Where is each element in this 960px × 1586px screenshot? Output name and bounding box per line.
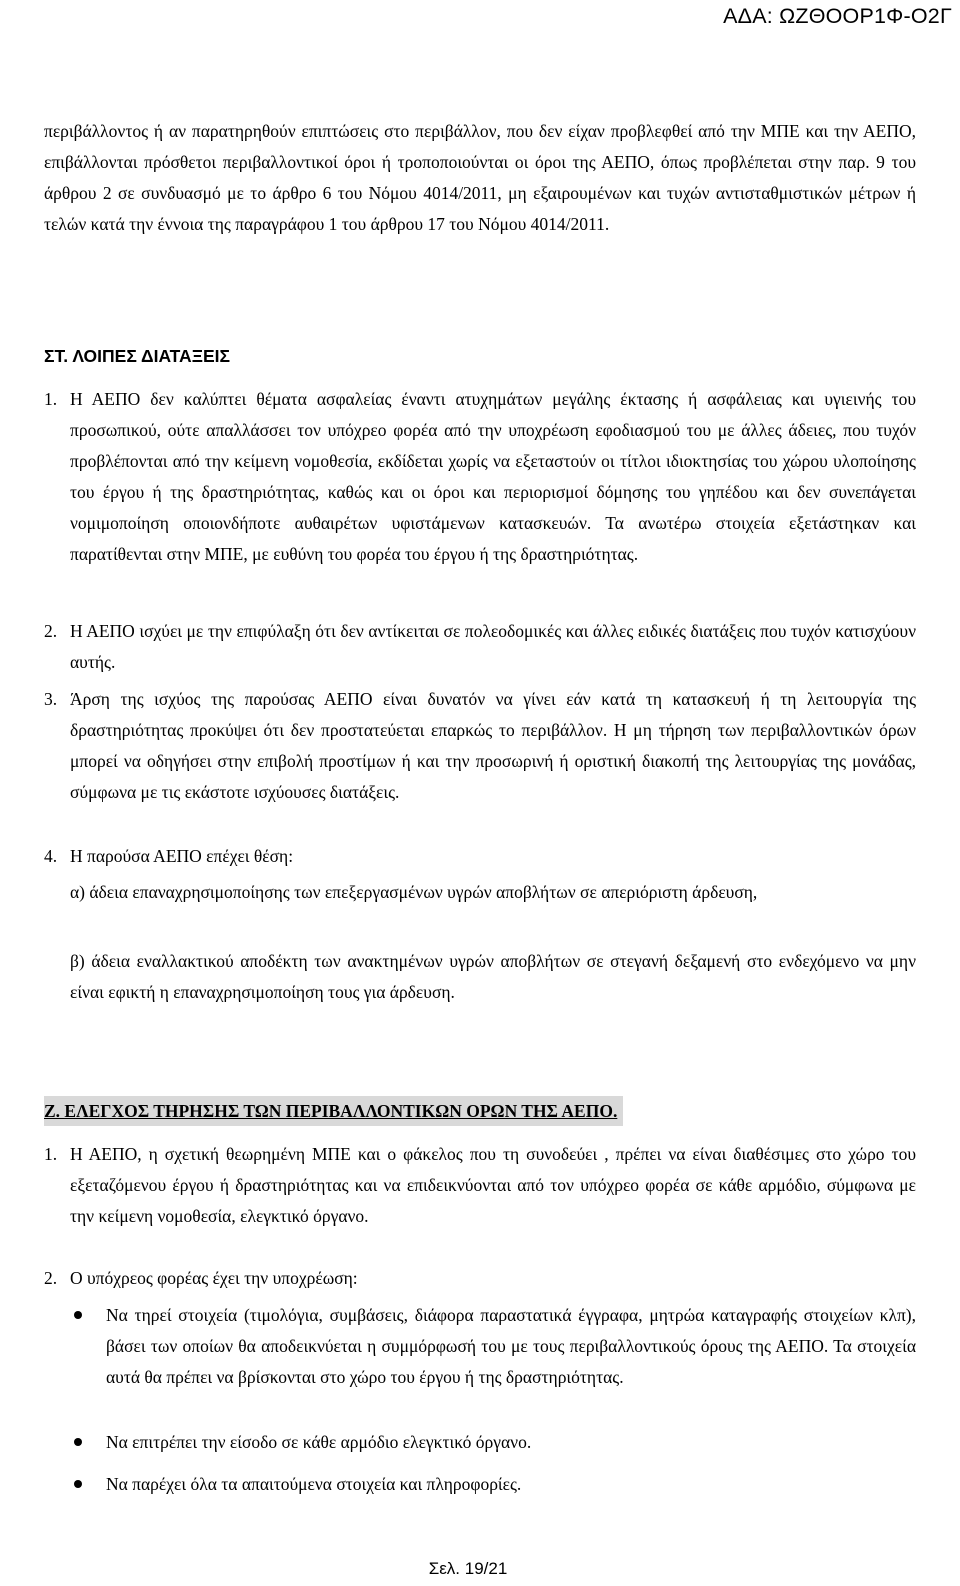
item-number: 2. [44, 1268, 58, 1288]
page-number-text: Σελ. 19/21 [428, 1559, 508, 1578]
item-number: 2. [44, 621, 58, 641]
section-st-heading: ΣΤ. ΛΟΙΠΕΣ ΔΙΑΤΑΞΕΙΣ [44, 346, 230, 366]
section-z-heading: Ζ. ΕΛΕΓΧΟΣ ΤΗΡΗΣΗΣ ΤΩΝ ΠΕΡΙΒΑΛΛΟΝΤΙΚΩΝ ΟΡΩΝ ΤΗΣ ΑΕΠΟ. [44, 1096, 623, 1126]
section-z-item-1 [44, 1139, 916, 1232]
item-number: 3. [44, 689, 58, 709]
item-text: Ο υπόχρεος φορέας έχει την υποχρέωση: [70, 1268, 358, 1288]
sub-item-text: α) άδεια επαναχρησιμοποίησης των επεξεργασμένων υγρών αποβλήτων σε απεριόριστη άρδευση, [70, 882, 758, 902]
bullet-item [44, 1469, 916, 1500]
item-text: Η ΑΕΠΟ δεν καλύπτει θέματα ασφαλείας έναντι ατυχημάτων μεγάλης έκτασης ή ασφάλειας και υγιεινής του προσωπικού, ούτε απαλλάσσει τον υπόχρεο φορέα από την υποχρέωση εφοδιασμού του με άλλες άδειες, που τυχόν προβλέπονται από την κείμενη νομοθεσία, εκδίδεται χωρίς να εξεταστούν οι τίτλοι ιδιοκτησίας του χώρου υλοποίησης του έργου ή της δραστηριότητας, καθώς και οι όροι και περιορισμοί δόμησης του γηπέδου και δεν συνεπάγεται νομιμοποίηση οποιονδήποτε αυθαιρέτων υφιστάμενων κατασκευών. Τα ανωτέρω στοιχεία εξετάστηκαν και παρατίθενται στην ΜΠΕ, με ευθύνη του φορέα του έργου ή της δραστηριότητας. [70, 389, 916, 564]
item-number: 1. [44, 389, 58, 409]
section-z-bullet-list-2 [44, 1427, 916, 1458]
section-st-sub-item-a [44, 877, 916, 908]
sub-item-text: β) άδεια εναλλακτικού αποδέκτη των ανακτημένων υγρών αποβλήτων σε στεγανή δεξαμενή στο ενδεχόμενο να μην είναι εφικτή η επαναχρησιμοποίηση τους για άρδευση. [70, 951, 916, 1002]
bullet-item [44, 1300, 916, 1393]
ada-code: ΑΔΑ: ΩΖΘΟΟΡ1Φ-Ο2Γ [723, 4, 952, 28]
item-number: 1. [44, 1144, 58, 1164]
section-z-bullet-list-3 [44, 1469, 916, 1500]
item-text: Άρση της ισχύος της παρούσας ΑΕΠΟ είναι δυνατόν να γίνει εάν κατά τη κατασκευή ή τη λειτουργία της δραστηριότητας προκύψει ότι δεν προστατεύεται επαρκώς το περιβάλλον. Η μη τήρηση των περιβαλλοντικών όρων μπορεί να οδηγήσει στην επιβολή προστίμων ή και την προσωρινή ή οριστική διακοπή της λειτουργίας της μονάδας, σύμφωνα με τις εκάστοτε ισχύουσες διατάξεις. [70, 689, 916, 802]
intro-paragraph-block [44, 116, 916, 240]
bullet-dot-icon [44, 1300, 106, 1393]
bullet-dot-icon [44, 1469, 106, 1500]
section-z-bullet-list [44, 1300, 916, 1393]
item-text: Η ΑΕΠΟ, η σχετική θεωρημένη ΜΠΕ και ο φάκελος που τη συνοδεύει , πρέπει να είναι διαθέσιμες στο χώρο του εξεταζόμενου έργου ή δραστηριότητας και να επιδεικνύονται από τον υπόχρεο φορέα σε κάθε αρμόδιο, σύμφωνα με την κείμενη νομοθεσία, ελεγκτικό όργανο. [70, 1144, 916, 1226]
section-z-heading-block [44, 1096, 916, 1127]
bullet-dot-icon [44, 1427, 106, 1458]
bullet-item [44, 1427, 916, 1458]
page-number [0, 1553, 960, 1584]
bullet-text: Να τηρεί στοιχεία (τιμολόγια, συμβάσεις, διάφορα παραστατικά έγγραφα, μητρώα καταγραφής στοιχείων κλπ), βάσει των οποίων θα αποδεικνύεται η συμμόρφωσή του με τους περιβαλλοντικούς όρους της ΑΕΠΟ. Τα στοιχεία αυτά θα πρέπει να βρίσκονται στο χώρο του έργου ή της δραστηριότητας. [106, 1305, 916, 1387]
item-text: Η ΑΕΠΟ ισχύει με την επιφύλαξη ότι δεν αντίκειται σε πολεοδομικές και άλλες ειδικές διατάξεις που τυχόν κατισχύουν αυτής. [70, 621, 916, 672]
bullet-text: Να επιτρέπει την είσοδο σε κάθε αρμόδιο ελεγκτικό όργανο. [106, 1432, 532, 1452]
bullet-text: Να παρέχει όλα τα απαιτούμενα στοιχεία και πληροφορίες. [106, 1474, 522, 1494]
section-st-item-2 [44, 616, 916, 678]
section-st-item-1 [44, 384, 916, 570]
item-number: 4. [44, 846, 58, 866]
section-st-item-3 [44, 684, 916, 808]
section-st-heading-block [44, 341, 916, 372]
intro-paragraph: περιβάλλοντος ή αν παρατηρηθούν επιπτώσεις στο περιβάλλον, που δεν είχαν προβλεφθεί από την ΜΠΕ και την ΑΕΠΟ, επιβάλλονται πρόσθετοι περιβαλλοντικοί όροι ή τροποποιούνται οι όροι της ΑΕΠΟ, όπως προβλέπεται στην παρ. 9 του άρθρου 2 σε συνδυασμό με το άρθρο 6 του Νόμου 4014/2011, μη εξαιρουμένων και τυχών αντισταθμιστικών μέτρων ή τελών κατά την έννοια της παραγράφου 1 του άρθρου 17 του Νόμου 4014/2011. [44, 121, 916, 234]
section-st-item-4 [44, 841, 916, 872]
section-z-item-2 [44, 1263, 916, 1294]
item-text: Η παρούσα ΑΕΠΟ επέχει θέση: [70, 846, 294, 866]
section-st-sub-item-b [44, 946, 916, 1008]
